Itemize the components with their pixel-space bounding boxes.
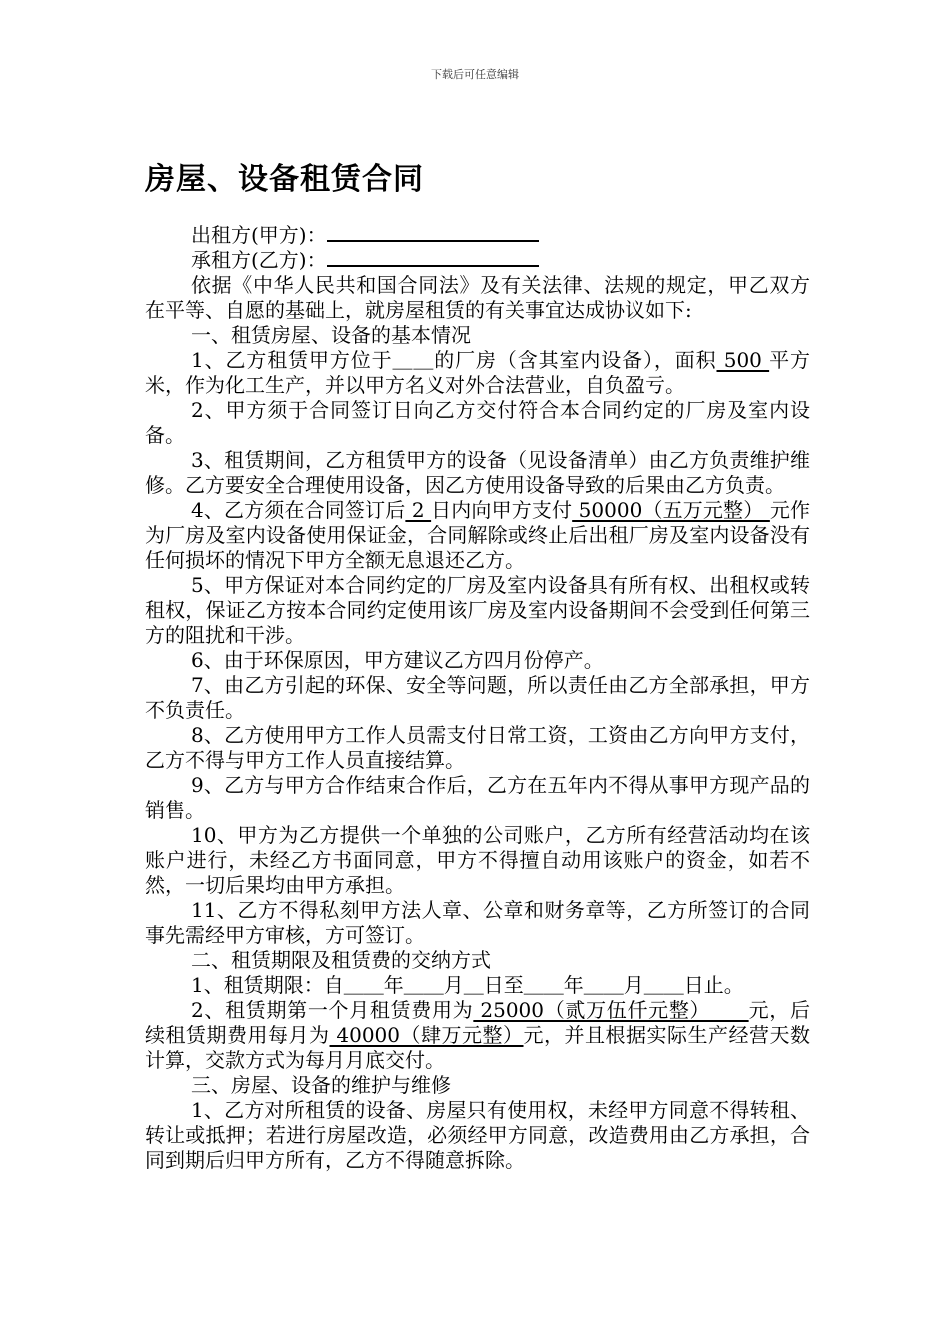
section1-item6: 6、由于环保原因，甲方建议乙方四月份停产。 bbox=[191, 648, 604, 672]
item-text: 的厂房（含其室内设备），面积 bbox=[434, 348, 717, 372]
days-value: 2 bbox=[405, 498, 432, 522]
section1-item2: 2、甲方须于合同签订日向乙方交付符合本合同约定的厂房及室内设备。 bbox=[145, 398, 810, 447]
section2-heading: 二、租赁期限及租赁费的交纳方式 bbox=[191, 948, 491, 972]
intro-paragraph: 依据《中华人民共和国合同法》及有关法律、法规的规定，甲乙双方在平等、自愿的基础上，就房屋租赁的有关事宜达成协议如下: bbox=[145, 273, 810, 322]
section1-item3: 3、租赁期间，乙方租赁甲方的设备（见设备清单）由乙方负责维护维修。乙方要安全合理使用设备，因乙方使用设备导致的后果由乙方负责。 bbox=[145, 448, 810, 497]
item-text: 1、乙方租赁甲方位于 bbox=[191, 348, 393, 372]
item-text: 元作为厂房及室内设备使用保证金，合同解除或终止后出租厂房及室内设备没有任何损坏的情况下甲方全额无息退还乙方。 bbox=[145, 498, 811, 572]
item-text: 日内向甲方支付 bbox=[431, 498, 573, 522]
contract-body bbox=[145, 223, 810, 1173]
section1-item1 bbox=[145, 348, 810, 398]
lessor-line bbox=[145, 223, 810, 248]
lessee-blank bbox=[327, 248, 539, 267]
location-blank: ＿＿ bbox=[392, 348, 435, 372]
section1-item7: 7、由乙方引起的环保、安全等问题，所以责任由乙方全部承担，甲方不负责任。 bbox=[145, 673, 810, 722]
section3-heading: 三、房屋、设备的维护与维修 bbox=[191, 1073, 451, 1097]
lessee-label: 承租方(乙方)： bbox=[191, 248, 327, 272]
monthly-fee: 40000（肆万元整） bbox=[329, 1023, 524, 1047]
lessor-blank bbox=[327, 223, 539, 242]
area-value: 500 bbox=[716, 348, 770, 372]
item-text: 元，并且根据实际生产经营天数计算，交款方式为每月月底交付。 bbox=[145, 1023, 811, 1072]
item-text: 元，后续租赁期费用每月为 bbox=[145, 998, 810, 1047]
item-text: 2、租赁期第一个月租赁费用为 bbox=[191, 998, 474, 1022]
section1-item8: 8、乙方使用甲方工作人员需支付日常工资，工资由乙方向甲方支付，乙方不得与甲方工作人员直接结算。 bbox=[145, 723, 810, 772]
section1-item5: 5、甲方保证对本合同约定的厂房及室内设备具有所有权、出租权或转租权，保证乙方按本合同约定使用该厂房及室内设备期间不会受到任何第三方的阻扰和干涉。 bbox=[145, 573, 810, 647]
lessor-label: 出租方(甲方)： bbox=[191, 223, 327, 247]
document-title: 房屋、设备租赁合同 bbox=[145, 162, 424, 197]
deposit-amount: 50000（五万元整） bbox=[572, 498, 770, 522]
section2-item1: 1、租赁期限：自＿＿年＿＿月＿日至＿＿年＿＿月＿＿日止。 bbox=[191, 973, 744, 997]
section3-item1: 1、乙方对所租赁的设备、房屋只有使用权，未经甲方同意不得转租、转让或抵押；若进行房屋改造，必须经甲方同意，改造费用由乙方承担，合同到期后归甲方所有，乙方不得随意拆除。 bbox=[145, 1098, 810, 1172]
lessee-line bbox=[145, 248, 810, 273]
section2-item2 bbox=[145, 998, 810, 1073]
item-text: 4、乙方须在合同签订后 bbox=[191, 498, 406, 522]
item-text: 平方米，作为化工生产，并以甲方名义对外合法营业，自负盈亏。 bbox=[145, 348, 810, 397]
section1-heading: 一、租赁房屋、设备的基本情况 bbox=[191, 323, 471, 347]
section1-item4 bbox=[145, 498, 810, 573]
first-month-fee: 25000（贰万伍仟元整） bbox=[473, 998, 749, 1022]
section1-item9: 9、乙方与甲方合作结束合作后，乙方在五年内不得从事甲方现产品的销售。 bbox=[145, 773, 810, 822]
section1-item10: 10、甲方为乙方提供一个单独的公司账户，乙方所有经营活动均在该账户进行，未经乙方书面同意，甲方不得擅自动用该账户的资金，如若不然，一切后果均由甲方承担。 bbox=[145, 823, 810, 897]
section1-item11: 11、乙方不得私刻甲方法人章、公章和财务章等，乙方所签订的合同事先需经甲方审核，方可签订。 bbox=[145, 898, 810, 947]
page-header-note: 下载后可任意编辑 bbox=[431, 68, 519, 81]
